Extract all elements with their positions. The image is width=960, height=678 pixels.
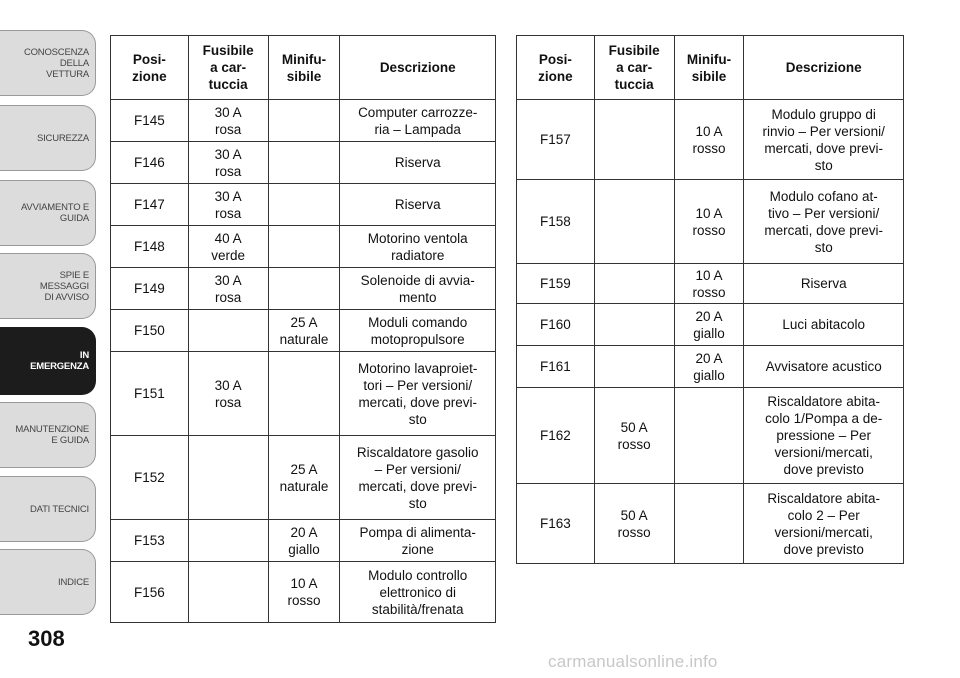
header-minifuse: Minifu- sibile <box>674 36 744 100</box>
cell-mini: 20 A giallo <box>674 346 744 388</box>
cell-fuse <box>594 304 674 346</box>
cell-pos: F161 <box>517 346 595 388</box>
cell-mini <box>268 226 340 268</box>
table-header-row <box>111 36 496 100</box>
chapter-tab-7[interactable] <box>0 476 96 542</box>
header-minifuse: Minifu- sibile <box>268 36 340 100</box>
chapter-tab-label: SICUREZZA <box>36 132 89 144</box>
header-description: Descrizione <box>340 36 496 100</box>
header-fuse: Fusibile a car- tuccia <box>594 36 674 100</box>
cell-fuse: 30 A rosa <box>188 100 268 142</box>
cell-pos: F158 <box>517 180 595 264</box>
table-row <box>111 562 496 623</box>
cell-fuse: 50 A rosso <box>594 484 674 564</box>
table-row <box>111 226 496 268</box>
chapter-tab-1[interactable] <box>0 30 96 96</box>
cell-pos: F148 <box>111 226 189 268</box>
cell-pos: F146 <box>111 142 189 184</box>
table-row <box>517 100 904 180</box>
table-row <box>517 346 904 388</box>
table-row <box>111 436 496 520</box>
cell-desc: Modulo gruppo di rinvio – Per versioni/ mercati, dove previ- sto <box>744 100 904 180</box>
cell-mini: 10 A rosso <box>674 100 744 180</box>
cell-fuse: 30 A rosa <box>188 184 268 226</box>
cell-pos: F153 <box>111 520 189 562</box>
cell-pos: F150 <box>111 310 189 352</box>
cell-fuse <box>594 346 674 388</box>
cell-desc: Riserva <box>340 142 496 184</box>
cell-desc: Riscaldatore gasolio – Per versioni/ mercati, dove previ- sto <box>340 436 496 520</box>
cell-fuse <box>594 180 674 264</box>
cell-fuse: 30 A rosa <box>188 352 268 436</box>
cell-pos: F160 <box>517 304 595 346</box>
table-row <box>111 268 496 310</box>
cell-pos: F157 <box>517 100 595 180</box>
cell-desc: Riscaldatore abita- colo 1/Pompa a de- pressione – Per versioni/mercati, dove previsto <box>744 388 904 484</box>
header-description: Descrizione <box>744 36 904 100</box>
cell-fuse: 30 A rosa <box>188 268 268 310</box>
table-row <box>111 352 496 436</box>
cell-fuse <box>188 562 268 623</box>
chapter-tab-label: CONOSCENZA DELLA VETTURA <box>23 46 89 80</box>
table-row <box>111 142 496 184</box>
cell-desc: Modulo cofano at- tivo – Per versioni/ mercati, dove previ- sto <box>744 180 904 264</box>
cell-desc: Pompa di alimenta- zione <box>340 520 496 562</box>
cell-desc: Motorino lavaproiet- tori – Per versioni/ mercati, dove previ- sto <box>340 352 496 436</box>
cell-pos: F145 <box>111 100 189 142</box>
cell-desc: Avvisatore acustico <box>744 346 904 388</box>
cell-mini: 25 A naturale <box>268 436 340 520</box>
page-number: 308 <box>28 626 65 651</box>
cell-pos: F159 <box>517 264 595 304</box>
chapter-tab-4[interactable] <box>0 253 96 319</box>
cell-desc: Modulo controllo elettronico di stabilità/frenata <box>340 562 496 623</box>
chapter-tab-6[interactable] <box>0 402 96 468</box>
cell-pos: F163 <box>517 484 595 564</box>
cell-mini: 10 A rosso <box>268 562 340 623</box>
cell-fuse <box>594 264 674 304</box>
cell-fuse: 40 A verde <box>188 226 268 268</box>
chapter-tabs <box>0 0 100 678</box>
cell-desc: Luci abitacolo <box>744 304 904 346</box>
chapter-tab-label: MANUTENZIONE E GUIDA <box>15 424 89 446</box>
chapter-tab-label: SPIE E MESSAGGI DI AVVISO <box>39 269 89 303</box>
chapter-tab-label: INDICE <box>58 576 89 588</box>
chapter-tab-5[interactable] <box>0 327 96 395</box>
table-row <box>111 310 496 352</box>
cell-desc: Solenoide di avvia- mento <box>340 268 496 310</box>
cell-mini: 10 A rosso <box>674 264 744 304</box>
chapter-tab-label: DATI TECNICI <box>29 503 89 515</box>
cell-desc: Motorino ventola radiatore <box>340 226 496 268</box>
table-row <box>517 304 904 346</box>
cell-mini <box>268 352 340 436</box>
cell-fuse <box>188 436 268 520</box>
cell-fuse: 30 A rosa <box>188 142 268 184</box>
cell-desc: Riserva <box>340 184 496 226</box>
table-row <box>517 264 904 304</box>
table-row <box>111 184 496 226</box>
table-row <box>517 388 904 484</box>
cell-desc: Riscaldatore abita- colo 2 – Per versioni/mercati, dove previsto <box>744 484 904 564</box>
cell-pos: F151 <box>111 352 189 436</box>
cell-mini: 25 A naturale <box>268 310 340 352</box>
cell-desc: Riserva <box>744 264 904 304</box>
watermark: carmanualsonline.info <box>548 652 718 671</box>
cell-desc: Computer carrozze- ria – Lampada <box>340 100 496 142</box>
table-row <box>517 180 904 264</box>
cell-pos: F147 <box>111 184 189 226</box>
cell-mini <box>268 184 340 226</box>
cell-mini: 20 A giallo <box>674 304 744 346</box>
cell-pos: F149 <box>111 268 189 310</box>
chapter-tab-label: AVVIAMENTO E GUIDA <box>21 202 89 224</box>
cell-pos: F156 <box>111 562 189 623</box>
header-fuse: Fusibile a car- tuccia <box>188 36 268 100</box>
chapter-tab-2[interactable] <box>0 105 96 171</box>
cell-fuse <box>188 310 268 352</box>
cell-mini <box>674 388 744 484</box>
cell-pos: F152 <box>111 436 189 520</box>
table-header-row <box>517 36 904 100</box>
cell-mini: 10 A rosso <box>674 180 744 264</box>
chapter-tab-3[interactable] <box>0 180 96 246</box>
cell-mini <box>268 100 340 142</box>
cell-fuse <box>594 100 674 180</box>
cell-fuse <box>188 520 268 562</box>
chapter-tab-8[interactable] <box>0 549 96 615</box>
cell-mini <box>268 268 340 310</box>
cell-fuse: 50 A rosso <box>594 388 674 484</box>
cell-desc: Moduli comando motopropulsore <box>340 310 496 352</box>
cell-mini <box>674 484 744 564</box>
fuse-table-right <box>516 35 904 564</box>
table-row <box>517 484 904 564</box>
cell-mini: 20 A giallo <box>268 520 340 562</box>
cell-mini <box>268 142 340 184</box>
header-position: Posi- zione <box>517 36 595 100</box>
table-row <box>111 100 496 142</box>
table-row <box>111 520 496 562</box>
fuse-table-left <box>110 35 496 623</box>
header-position: Posi- zione <box>111 36 189 100</box>
chapter-tab-label: IN EMERGENZA <box>30 350 89 372</box>
cell-pos: F162 <box>517 388 595 484</box>
